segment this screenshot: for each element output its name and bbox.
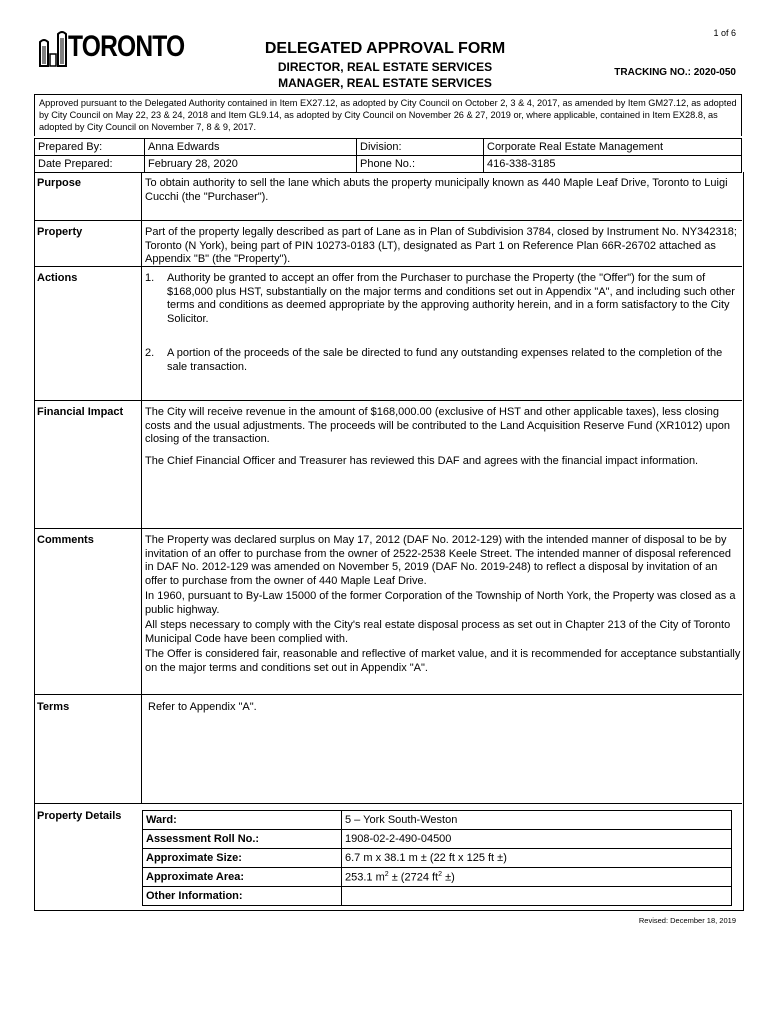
comments-paragraph: The Property was declared surplus on May 17, 2012 (DAF No. 2012-129) with the intended manner of disposal to be by invitation of an offer to purchase from the owner of 2522-2538 Keele Street. The intended manner of disposal referenced in DAF No. 2012-129 was amended on November 5, 2019 (DAF No. 2019-248) to reflect a disposal by invitation of an offer to purchase from the owner of 440 Maple Leaf Drive. bbox=[145, 534, 732, 587]
approximate-area-value bbox=[342, 868, 732, 887]
assessment-roll-value: 1908-02-2-490-04500 bbox=[342, 830, 732, 849]
financial-impact-label: Financial Impact bbox=[37, 406, 124, 418]
purpose-label: Purpose bbox=[37, 177, 82, 189]
area-metric: 253.1 m bbox=[345, 871, 385, 884]
tracking-number: TRACKING NO.: 2020-050 bbox=[614, 67, 736, 78]
terms-label: Terms bbox=[37, 701, 70, 713]
action-number: 1. bbox=[145, 272, 155, 284]
action-number: 2. bbox=[145, 347, 155, 359]
other-information-value bbox=[342, 887, 732, 906]
ward-value: 5 – York South-Weston bbox=[342, 811, 732, 830]
property-details-table bbox=[142, 810, 732, 906]
financial-paragraph: The Chief Financial Officer and Treasurer has reviewed this DAF and agrees with the financial impact information. bbox=[145, 454, 699, 467]
superscript: 2 bbox=[384, 870, 389, 878]
terms-text: Refer to Appendix "A". bbox=[148, 701, 257, 713]
financial-paragraph: The City will receive revenue in the amount of $168,000.00 (exclusive of HST and other applicable taxes), less closing costs and the usual adjustments. The proceeds will be contributed to the Land Acquisition Reserve Fund (XR1012) upon closing of the transaction. bbox=[145, 406, 730, 445]
section-divider bbox=[34, 400, 742, 401]
section-divider bbox=[34, 803, 742, 804]
action-text: Authority be granted to accept an offer from the Purchaser to purchase the Property (the "Offer") for the sum of $168,000 plus HST, substantially on the major terms and conditions set out in Appendix "A", and including such other terms and conditions as deemed appropriate by the approving authority herein, and in a form satisfactory to the City Solicitor. bbox=[167, 272, 735, 325]
section-divider bbox=[34, 266, 742, 267]
assessment-roll-label: Assessment Roll No.: bbox=[143, 830, 342, 849]
phone-label: Phone No.: bbox=[357, 156, 484, 173]
prepared-by-label: Prepared By: bbox=[35, 139, 145, 156]
prepared-by-value: Anna Edwards bbox=[145, 139, 357, 156]
toronto-logo bbox=[38, 28, 185, 68]
area-imperial: ± (2724 ft bbox=[388, 871, 439, 884]
property-details-label: Property Details bbox=[37, 810, 122, 822]
superscript: 2 bbox=[438, 870, 443, 878]
section-divider bbox=[34, 220, 742, 221]
date-prepared-label: Date Prepared: bbox=[35, 156, 145, 173]
property-label: Property bbox=[37, 226, 83, 238]
approximate-size-label: Approximate Size: bbox=[143, 849, 342, 868]
approximate-area-label: Approximate Area: bbox=[143, 868, 342, 887]
preparer-table bbox=[34, 138, 742, 173]
other-information-label: Other Information: bbox=[143, 887, 342, 906]
approximate-size-value: 6.7 m x 38.1 m ± (22 ft x 125 ft ±) bbox=[342, 849, 732, 868]
authority-statement: Approved pursuant to the Delegated Authority contained in Item EX27.12, as adopted by City Council on October 2, 3 & 4, 2017, as amended by Item GM27.12, as adopted by City Council on May 22, 23 & 24, 2018 and Item GL9.14, as adopted by City Council on November 26 & 27, 2019 or, where applicable, contained in Item EX28.8, as adopted by City Council on November 7, 8 & 9, 2017. bbox=[34, 94, 742, 136]
city-hall-icon bbox=[38, 28, 68, 68]
comments-label: Comments bbox=[37, 534, 94, 546]
comments-paragraph: All steps necessary to comply with the City's real estate disposal process as set out in Chapter 213 of the City of Toronto Municipal Code have been complied with. bbox=[145, 619, 731, 645]
action-text: A portion of the proceeds of the sale be directed to fund any outstanding expenses related to the completion of the sale transaction. bbox=[167, 347, 723, 373]
actions-label: Actions bbox=[37, 272, 78, 284]
logo-wordmark: TORONTO bbox=[68, 30, 185, 63]
comments-text bbox=[145, 534, 741, 680]
revised-date: Revised: December 18, 2019 bbox=[638, 916, 736, 925]
form-subtitle-director: DIRECTOR, REAL ESTATE SERVICES bbox=[277, 60, 493, 74]
page-number: 1 of 6 bbox=[713, 28, 736, 38]
property-text: Part of the property legally described as part of Lane as in Plan of Subdivision 3784, closed by Instrument No. NY342318; Toronto (N York), being part of PIN 10273-0183 (LT), designated as Part 1 on Reference Plan 66R-26702 attached as Appendix "B" (the "Property"). bbox=[145, 226, 737, 265]
division-label: Division: bbox=[357, 139, 484, 156]
comments-paragraph: The Offer is considered fair, reasonable and reflective of market value, and it is recommended for acceptance substantially on the major terms and conditions set out in Appendix "A". bbox=[145, 648, 741, 674]
purpose-text: To obtain authority to sell the lane which abuts the property municipally known as 440 Maple Leaf Drive, Toronto to Luigi Cucchi (the "Purchaser"). bbox=[145, 177, 728, 203]
financial-impact-text bbox=[145, 406, 741, 473]
date-prepared-value: February 28, 2020 bbox=[145, 156, 357, 173]
comments-paragraph: In 1960, pursuant to By-Law 15000 of the former Corporation of the Township of North York, the Property was closed as a public highway. bbox=[145, 590, 736, 616]
form-subtitle-manager: MANAGER, REAL ESTATE SERVICES bbox=[278, 76, 492, 90]
section-divider bbox=[34, 694, 742, 695]
section-divider bbox=[34, 528, 742, 529]
area-end: ±) bbox=[442, 871, 455, 884]
division-value: Corporate Real Estate Management bbox=[484, 139, 742, 156]
phone-value: 416-338-3185 bbox=[484, 156, 742, 173]
ward-label: Ward: bbox=[143, 811, 342, 830]
form-title: DELEGATED APPROVAL FORM bbox=[264, 40, 506, 57]
